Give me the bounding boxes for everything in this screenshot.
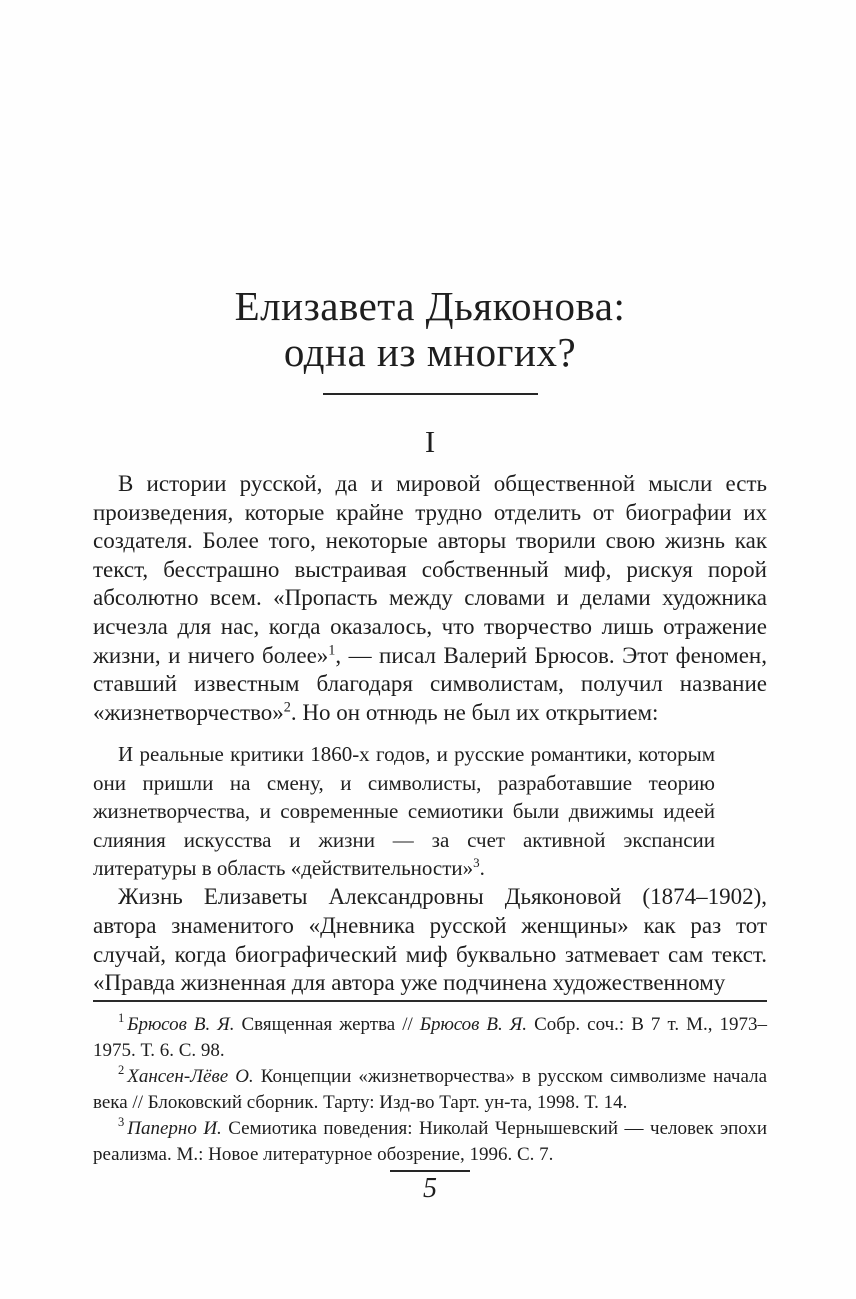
footnote-1-author-2: Брюсов В. Я. [419, 1013, 528, 1035]
footnote-2-author: Хансен-Лёве О. [127, 1065, 254, 1087]
paragraph-2 [93, 883, 767, 997]
footnote-1-text: Священная жертва // [234, 1013, 420, 1035]
block-quote [93, 740, 767, 882]
footnote-2 [93, 1064, 767, 1116]
chapter-title-line-1: Елизавета Дьяконова: [234, 283, 626, 329]
footnote-separator-rule [93, 1000, 767, 1002]
block-quote-text: И реальные критики 1860-х годов, и русские романтики, которым они пришли на смену, и символисты, разработавшие теорию жизнетворчества, и современные семиотики были движимы идеей слияния искусства и жизни — за счет активной экспансии литературы в область «действительности» [93, 742, 715, 880]
paragraph-1-text: . Но он отнюдь не был их открытием: [290, 699, 659, 725]
footnote-3-author: Паперно И. [127, 1117, 222, 1139]
main-text [93, 470, 767, 998]
footnote-3-marker: 3 [118, 1115, 125, 1130]
footnotes [93, 1012, 767, 1168]
paragraph-1-text: , — писал Валерий Брюсов. Этот феномен, ставший известным благодаря символистам, получил название «жизнетворчество» [93, 642, 767, 725]
footnote-2-marker: 2 [118, 1063, 125, 1078]
footer-rule [390, 1170, 470, 1172]
footnote-2-text: Концепции «жизнетворчества» в русском символизме начала века // Блоковский сборник. Тарту: Изд-во Тарт. ун-та, 1998. Т. 14. [93, 1065, 768, 1113]
chapter-title [93, 283, 767, 375]
footnote-ref-1: 1 [328, 641, 336, 658]
footnote-1-text-2: Собр. соч.: В 7 т. М., 1973–1975. Т. 6. С. 98. [93, 1013, 768, 1061]
footnote-1 [93, 1012, 767, 1064]
block-quote-text: . [479, 855, 485, 880]
chapter-title-line-2: одна из многих? [283, 329, 577, 375]
page-footer [93, 1170, 801, 1205]
footnote-3-text: Семиотика поведения: Николай Чернышевский — человек эпохи реализма. М.: Новое литературное обозрение, 1996. С. 7. [93, 1117, 767, 1165]
footnote-area [93, 1000, 767, 1168]
footnote-1-marker: 1 [118, 1011, 125, 1026]
paragraph-1-text: В истории русской, да и мировой общественной мысли есть произведения, которые крайне трудно отделить от биографии их создателя. Более того, некоторые авторы творили свою жизнь как текст, бесстрашно выстраивая собственный миф, рискуя порой абсолютно всем. «Пропасть между словами и делами художника исчезла для нас, когда оказалось, что творчество лишь отражение жизни, и ничего более» [93, 471, 767, 668]
title-divider-rule [323, 393, 538, 395]
paragraph-1 [93, 470, 767, 727]
footnote-ref-3: 3 [473, 854, 480, 870]
footnote-ref-2: 2 [283, 699, 291, 716]
section-number: I [424, 424, 436, 459]
chapter-heading [93, 283, 801, 459]
paragraph-2-text: Жизнь Елизаветы Александровны Дьяконовой (1874–1902), автора знаменитого «Дневника русской женщины» как раз тот случай, когда биографический миф буквально затмевает сам текст. «Правда жизненная для автора уже подчинена художественному [93, 884, 767, 996]
footnote-3 [93, 1116, 767, 1168]
page-number: 5 [423, 1173, 437, 1204]
footnote-1-author: Брюсов В. Я. [127, 1013, 235, 1035]
